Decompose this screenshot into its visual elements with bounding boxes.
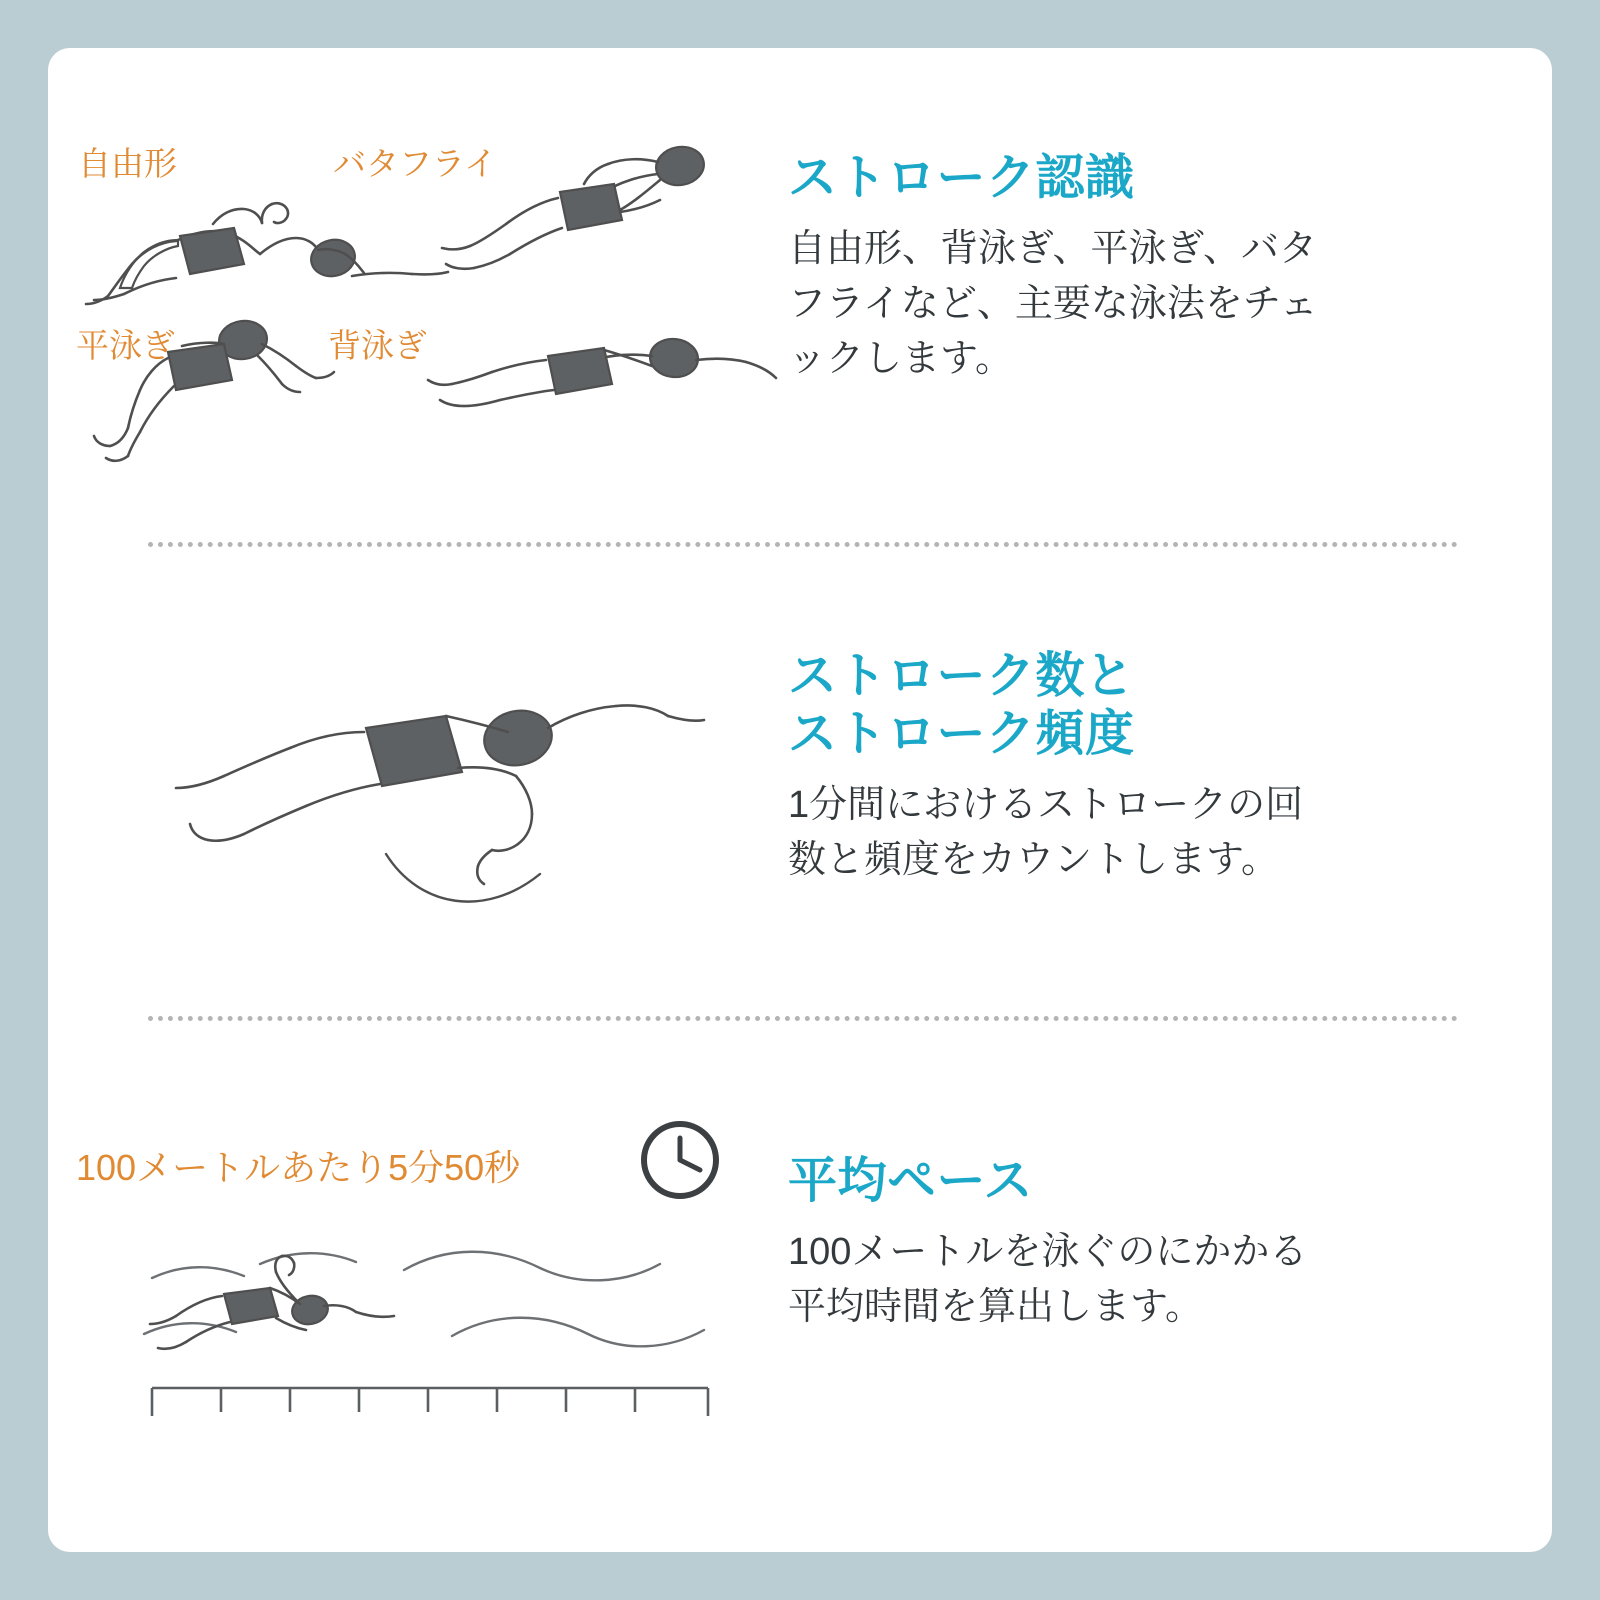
feature-2-title: [788, 648, 1552, 764]
feature-3-text: [788, 1098, 1552, 1498]
large-swimmer-icon: [176, 705, 704, 884]
small-freestyle-swimmer-icon: [150, 1256, 394, 1349]
backstroke-swimmer-icon: [428, 337, 776, 406]
illustration-stroke-count: [48, 608, 788, 1008]
feature-2-title-line2: ストローク頻度: [788, 706, 1135, 761]
feature-3-title: 平均ペース: [788, 1154, 1034, 1208]
feature-2-title-line1: ストローク数と: [788, 649, 1135, 703]
divider-1: [148, 542, 1458, 547]
feature-1-title: ストローク認識: [788, 151, 1135, 205]
label-backstroke: 背泳ぎ: [328, 327, 427, 364]
label-butterfly: バタフライ: [333, 145, 498, 182]
feature-2-description: 1分間におけるストロークの回数と頻度をカウントします。: [788, 783, 1304, 881]
clock-icon: [644, 1124, 716, 1196]
freestyle-swimmer-icon: [86, 203, 448, 304]
label-pace-per-100m: 100メートルあたり5分50秒: [76, 1147, 521, 1188]
illustration-four-strokes: [48, 128, 788, 528]
freestyle-stroke-arc-icon: [48, 608, 788, 1008]
feature-average-pace: [48, 1098, 1552, 1498]
illustration-average-pace: [48, 1098, 788, 1498]
feature-3-description: 100メートルを泳ぐのにかかる平均時間を算出します。: [788, 1230, 1308, 1328]
label-freestyle: 自由形: [78, 145, 177, 182]
feature-stroke-recognition: [48, 128, 1552, 528]
feature-stroke-count-rate: [48, 608, 1552, 1008]
divider-2: [148, 1016, 1458, 1021]
label-breaststroke: 平泳ぎ: [76, 327, 175, 364]
feature-2-text: [788, 608, 1552, 1008]
distance-ruler-icon: [152, 1388, 708, 1416]
feature-1-description: 自由形、背泳ぎ、平泳ぎ、バタフライなど、主要な泳法をチェックします。: [788, 227, 1318, 380]
info-card: [48, 48, 1552, 1552]
feature-1-text: [788, 128, 1552, 528]
